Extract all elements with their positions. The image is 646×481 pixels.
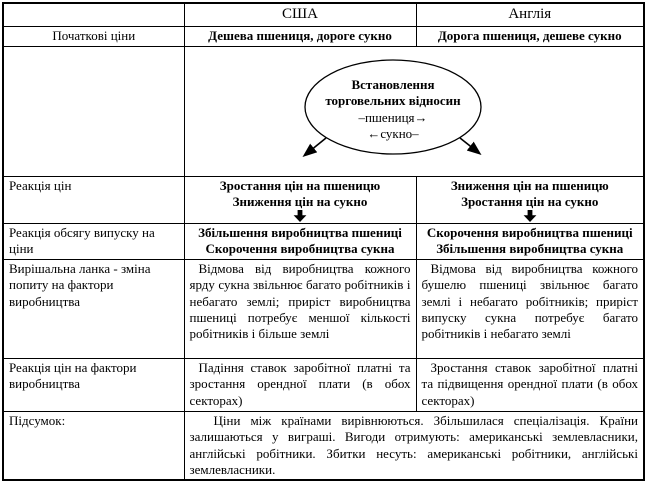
output-reaction-england-line2: Збільшення виробництва сукна [436, 241, 624, 257]
initial-prices-england: Дорога пшениця, дешеве сукно [416, 26, 644, 46]
header-england-cell: Англія [416, 3, 644, 26]
summary-text: Ціни між країнами вирівнюються. Збільшилася спеціалізація. Країни залишаються у виграші. Вигоди отримують: американські землевласники, англійські робітники. Збитки несуть: американські робітники, англійські землевласники. [184, 412, 644, 481]
output-reaction-label: Реакція обсягу випуску на ціни [3, 224, 184, 260]
decisive-link-label: Вирішальна ланка - зміна попиту на фактори виробництва [3, 260, 184, 359]
decisive-link-usa: Відмова від виробництва кожного ярду сукна звільнює багато робітників і небагато землі; приріст виробництва пшениці потребує меншої кількості робітників і більше землі [184, 260, 416, 359]
header-row [3, 3, 644, 26]
arrow-to-england [460, 138, 479, 153]
trade-relations-diagram [186, 47, 641, 175]
arrow-to-usa [305, 138, 326, 155]
down-arrow-icon [190, 210, 411, 222]
decisive-link-england: Відмова від виробництва кожного бушелю пшениці звільнює багато землі і небагато робітників; приріст випуску сукна потребує багато робітників і небагато землі [416, 260, 644, 359]
summary-row [3, 412, 644, 481]
factor-prices-label: Реакція цін на фактори виробництва [3, 359, 184, 412]
output-reaction-england-line1: Скорочення виробництва пшениці [426, 225, 633, 240]
diagram-line1: Встановлення [351, 76, 435, 92]
diagram-line3: –пшениця→ [358, 109, 428, 125]
factor-prices-row [3, 359, 644, 412]
price-reaction-england [416, 176, 644, 224]
price-reaction-usa-line1: Зростання цін на пшеницю [219, 177, 381, 193]
initial-prices-row [3, 26, 644, 46]
output-reaction-england [416, 224, 644, 260]
factor-prices-usa: Падіння ставок заробітної платні та зростання орендної плати (в обох секторах) [184, 359, 416, 412]
diagram-line2: торговельних відносин [325, 92, 461, 108]
output-reaction-usa [184, 224, 416, 260]
output-reaction-row [3, 224, 644, 260]
factor-prices-england: Зростання ставок заробітної платні та підвищення орендної плати (в обох секторах) [416, 359, 644, 412]
price-reaction-usa [184, 176, 416, 224]
diagram-empty-cell [3, 46, 184, 176]
diagram-cell [184, 46, 644, 176]
price-reaction-usa-line2: Зниження цін на сукно [232, 193, 368, 209]
output-reaction-usa-line2: Скорочення виробництва сукна [205, 241, 395, 257]
output-reaction-usa-line1: Збільшення виробництва пшениці [198, 225, 402, 240]
diagram-row [3, 46, 644, 176]
down-arrow-icon [422, 210, 639, 222]
price-reaction-england-line2: Зростання цін на сукно [461, 193, 599, 209]
header-usa-cell: США [184, 3, 416, 26]
diagram-line4: ←сукно– [367, 125, 419, 141]
header-corner-cell [3, 3, 184, 26]
initial-prices-label: Початкові ціни [3, 26, 184, 46]
decisive-link-row [3, 260, 644, 359]
initial-prices-usa: Дешева пшениця, дороге сукно [184, 26, 416, 46]
price-reaction-england-line1: Зниження цін на пшеницю [450, 177, 609, 193]
summary-label: Підсумок: [3, 412, 184, 481]
price-reaction-label: Реакція цін [3, 176, 184, 224]
comparison-table [2, 2, 645, 481]
price-reaction-row [3, 176, 644, 224]
